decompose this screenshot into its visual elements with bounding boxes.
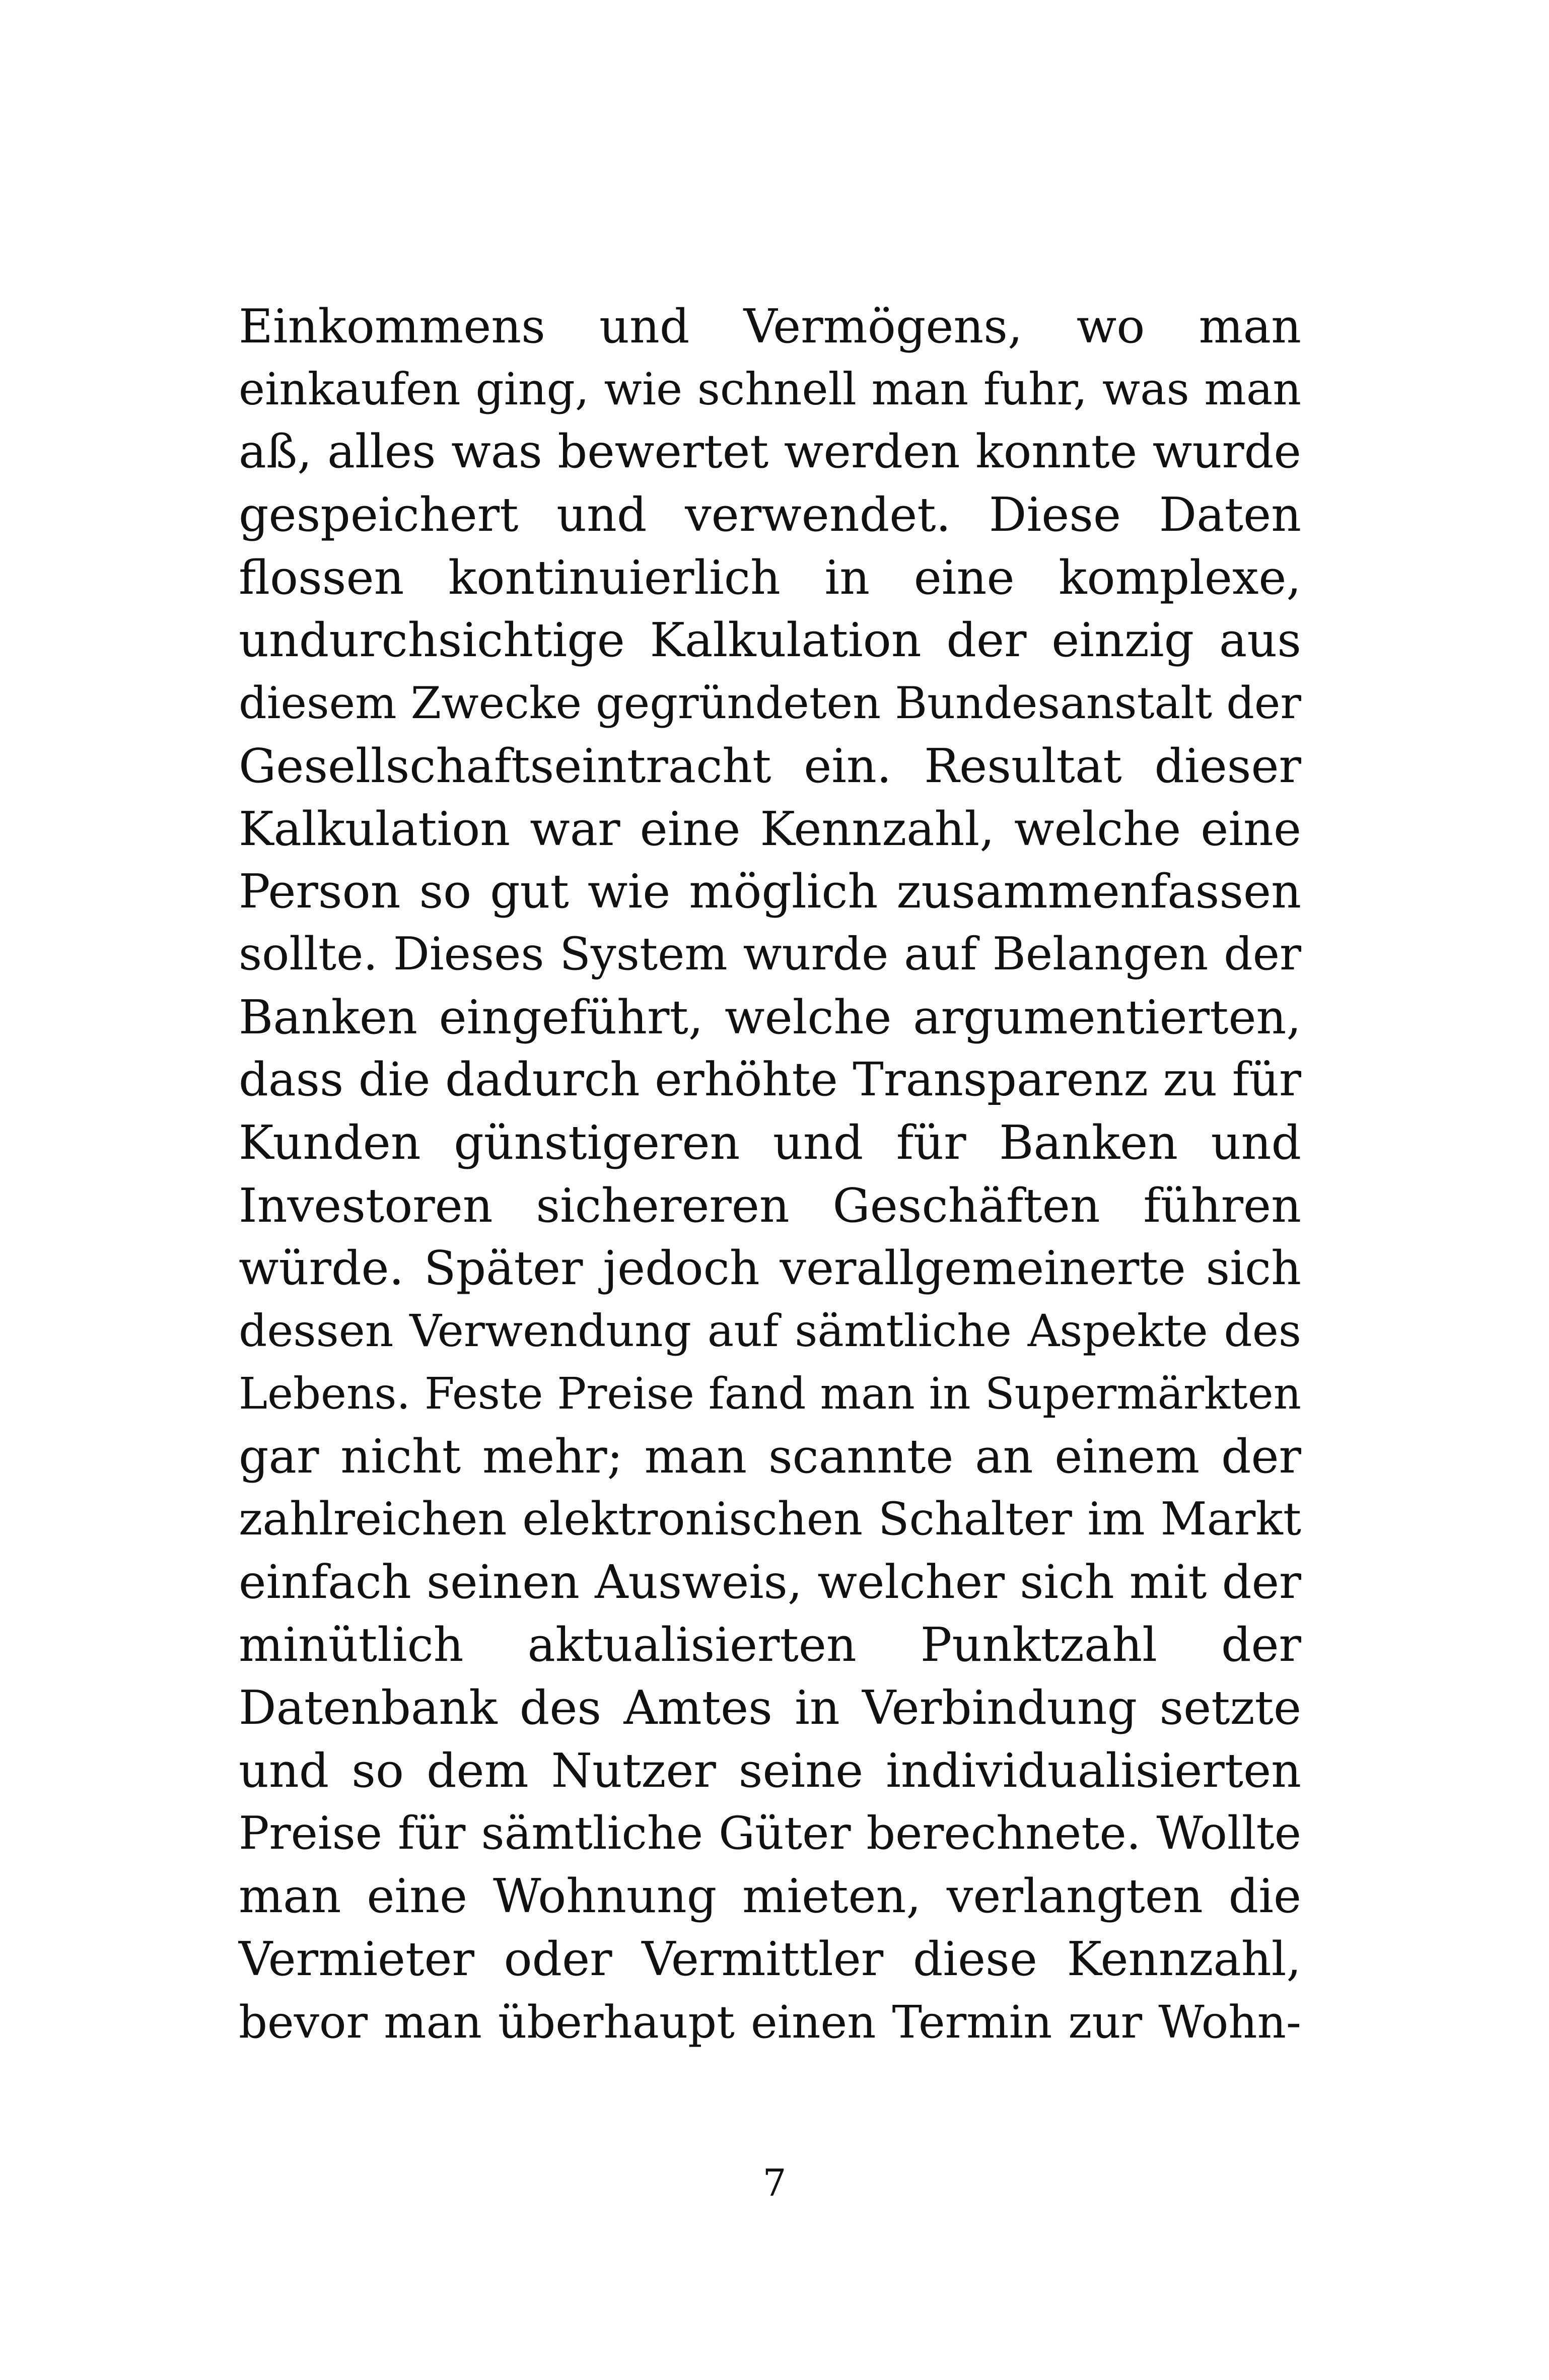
text-line: Investoren sichereren Geschäften führen: [239, 1178, 1301, 1233]
text-line: Lebens. Feste Preise fand man in Supermärkten: [239, 1368, 1301, 1419]
text-line: undurchsichtige Kalkulation der einzig aus: [239, 613, 1301, 668]
text-line: sollte. Dieses System wurde auf Belangen der: [239, 927, 1301, 981]
text-line: Person so gut wie möglich zusammenfassen: [239, 864, 1301, 919]
text-line: dass die dadurch erhöhte Transparenz zu für: [239, 1053, 1301, 1107]
text-line: bevor man überhaupt einen Termin zur Wohn-: [239, 1995, 1301, 2048]
text-line: gar nicht mehr; man scannte an einem der: [239, 1429, 1301, 1484]
text-line: einkaufen ging, wie schnell man fuhr, was man: [239, 363, 1301, 415]
body-text: [239, 295, 1301, 2053]
text-line: Vermieter oder Vermittler diese Kennzahl,: [239, 1931, 1301, 1986]
text-line: einfach seinen Ausweis, welcher sich mit der: [239, 1555, 1301, 1609]
text-line: man eine Wohnung mieten, verlangten die: [239, 1869, 1301, 1924]
text-line: diesem Zwecke gegründeten Bundesanstalt der: [239, 677, 1301, 729]
text-line: würde. Später jedoch verallgemeinerte sich: [239, 1241, 1301, 1296]
text-line: aß, alles was bewertet werden konnte wurde: [239, 425, 1301, 479]
text-line: Kalkulation war eine Kennzahl, welche eine: [239, 801, 1301, 856]
text-line: dessen Verwendung auf sämtliche Aspekte des: [239, 1305, 1301, 1357]
text-line: Banken eingeführt, welche argumentierten,: [239, 990, 1301, 1044]
text-line: Einkommens und Vermögens, wo man: [239, 299, 1301, 354]
text-line: flossen kontinuierlich in eine komplexe,: [239, 550, 1301, 605]
text-line: gespeichert und verwendet. Diese Daten: [239, 487, 1301, 542]
text-line: zahlreichen elektronischen Schalter im Markt: [239, 1493, 1301, 1546]
page-number: 7: [762, 2161, 787, 2205]
text-line: Datenbank des Amtes in Verbindung setzte: [239, 1681, 1301, 1735]
text-line: minütlich aktualisierten Punktzahl der: [239, 1618, 1301, 1672]
text-line: Preise für sämtliche Güter berechnete. Wollte: [239, 1806, 1301, 1860]
text-line: Gesellschaftseintracht ein. Resultat dieser: [239, 738, 1301, 793]
text-line: Kunden günstigeren und für Banken und: [239, 1115, 1301, 1170]
text-line: und so dem Nutzer seine individualisierten: [239, 1743, 1301, 1798]
